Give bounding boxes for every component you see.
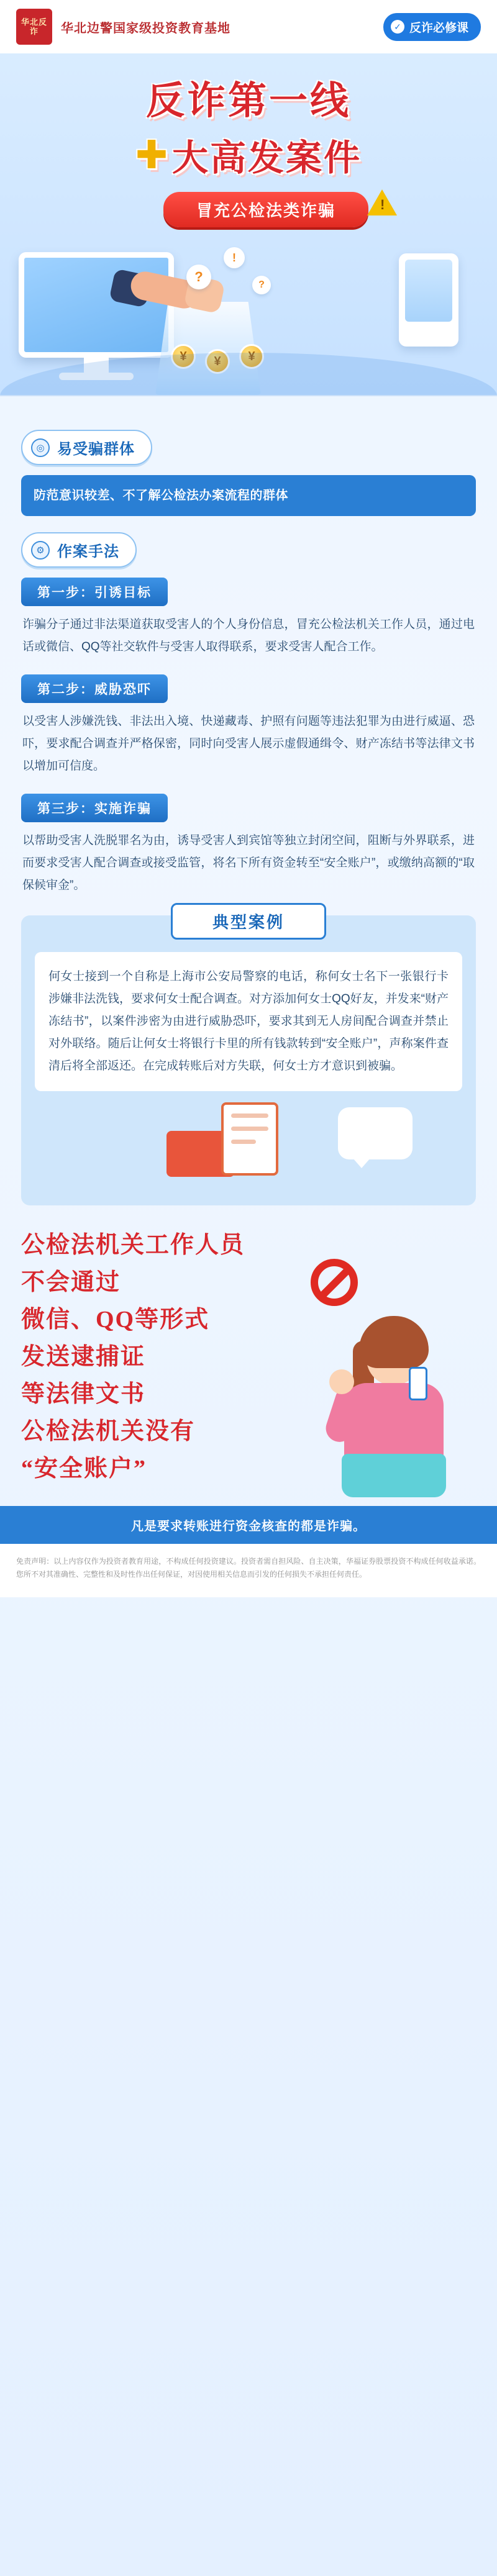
top-bar — [0, 0, 497, 53]
step-2-tag: 第二步：威胁恐吓 — [21, 674, 168, 703]
hero-title-line2-text: 大高发案件 — [172, 138, 362, 178]
hero-illustration — [0, 240, 497, 395]
skirt-shape — [342, 1454, 446, 1497]
speech-bubble-icon: ! — [224, 247, 245, 268]
clipboard-line — [231, 1127, 268, 1131]
case-study-box — [21, 915, 476, 1205]
warning-triangle-icon — [367, 189, 397, 215]
step-3-tag: 第三步：实施诈骗 — [21, 794, 168, 822]
section-header-methods-label: 作案手法 — [57, 543, 119, 560]
section-header-victims — [21, 430, 152, 465]
warning-line-5: 等法律文书 — [21, 1381, 146, 1407]
clipboard-line — [231, 1140, 256, 1144]
hero-title-line2 — [0, 129, 497, 181]
anti-fraud-badge-label: 反诈必修课 — [409, 21, 468, 35]
case-illustration — [35, 1096, 462, 1189]
woman-illustration — [314, 1316, 470, 1496]
brand-left — [16, 9, 230, 45]
step-item — [21, 578, 476, 658]
speech-bubble-icon: ? — [252, 276, 271, 294]
section-header-victims-label: 易受骗群体 — [57, 441, 135, 458]
target-icon: ◎ — [31, 438, 50, 457]
step-item — [21, 674, 476, 778]
content-body — [0, 395, 497, 1205]
phone-screen — [405, 260, 452, 322]
gear-icon: ⚙ — [31, 541, 50, 560]
phone-icon — [399, 253, 458, 347]
footer-strip: 凡是要求转账进行资金核查的都是诈骗。 — [0, 1506, 497, 1544]
case-study-text: 何女士接到一个自称是上海市公安局警察的电话，称何女士名下一张银行卡涉嫌非法洗钱，要求何女士配合调查。对方添加何女士QQ好友，并发来“财产冻结书”，以案件涉密为由进行威胁恐吓，要求其到无人房间配合调查并禁止对外联络。随后让何女士将银行卡里的所有钱款转到“安全账户”，声称案件查清后将全部返还。在完成转账后对方失联，何女士方才意识到被骗。 — [35, 952, 462, 1091]
hero-banner — [0, 53, 497, 395]
step-1-tag: 第一步：引诱目标 — [21, 578, 168, 606]
clipboard-line — [231, 1113, 268, 1118]
coin-icon: ¥ — [239, 344, 264, 369]
hero-title-wrap — [0, 70, 497, 227]
speech-bubble-icon — [338, 1107, 413, 1159]
coin-icon: ¥ — [171, 344, 196, 369]
warning-block — [21, 1227, 476, 1500]
step-2-body: 以受害人涉嫌洗钱、非法出入境、快递藏毒、护照有问题等违法犯罪为由进行威逼、恐吓，要求配合调查并严格保密，同时向受害人展示虚假通缉令、财产冻结书等法律文书以增加可信度。 — [22, 715, 475, 773]
plus-icon: ✚ — [135, 138, 170, 174]
warning-line-1: 公检法机关工作人员 — [21, 1232, 245, 1258]
hand-icon — [329, 1369, 354, 1394]
hair-shape — [359, 1316, 429, 1368]
coin-icon: ¥ — [205, 349, 230, 374]
phone-icon — [409, 1367, 427, 1400]
victims-card: 防范意识较差、不了解公检法办案流程的群体 — [21, 475, 476, 516]
step-item — [21, 794, 476, 897]
monitor-icon — [19, 252, 174, 358]
anti-fraud-badge[interactable] — [383, 13, 481, 41]
warning-line-6: 公检法机关没有 — [21, 1418, 196, 1444]
case-study-title: 典型案例 — [171, 903, 326, 940]
warning-line-4: 发送逮捕证 — [21, 1344, 146, 1370]
warning-quote-line: “安全账户” — [21, 1456, 147, 1482]
speech-bubble-icon: ? — [186, 265, 211, 289]
check-circle-icon: ✓ — [391, 20, 404, 34]
prohibition-icon — [311, 1259, 358, 1306]
decorative-wave — [0, 353, 497, 396]
brand-seal: 华北反诈 — [16, 9, 52, 45]
hero-title-line1: 反诈第一线 — [145, 80, 351, 122]
step-1-body: 诈骗分子通过非法渠道获取受害人的个人身份信息，冒充公检法机关工作人员，通过电话或微信、QQ等社交软件与受害人取得联系，要求受害人配合工作。 — [22, 618, 475, 653]
disclaimer-text: 免责声明：以上内容仅作为投资者教育用途，不构成任何投资建议。投资者需自担风险、自主决策，华福证券股票投资不构成任何收益承诺。您所不对其准确性、完整性和及时性作出任何保证，对因使用相关信息而引发的任何损失不承担任何责任。 — [0, 1544, 497, 1597]
section-header-methods — [21, 532, 137, 568]
warning-line-2: 不会通过 — [21, 1269, 121, 1295]
step-3-body: 以帮助受害人洗脱罪名为由，诱导受害人到宾馆等独立封闭空间，阻断与外界联系，进而要求受害人配合调查或接受监管，将名下所有资金转至“安全账户”，或缴纳高额的“取保候审金”。 — [22, 834, 475, 892]
hero-subtitle — [163, 192, 368, 227]
warning-line-3: 微信、QQ等形式 — [21, 1307, 210, 1333]
hero-subtitle-text: 冒充公检法类诈骗 — [196, 201, 335, 220]
clipboard-icon — [221, 1102, 278, 1176]
brand-title: 华北边警国家级投资教育基地 — [61, 21, 230, 35]
